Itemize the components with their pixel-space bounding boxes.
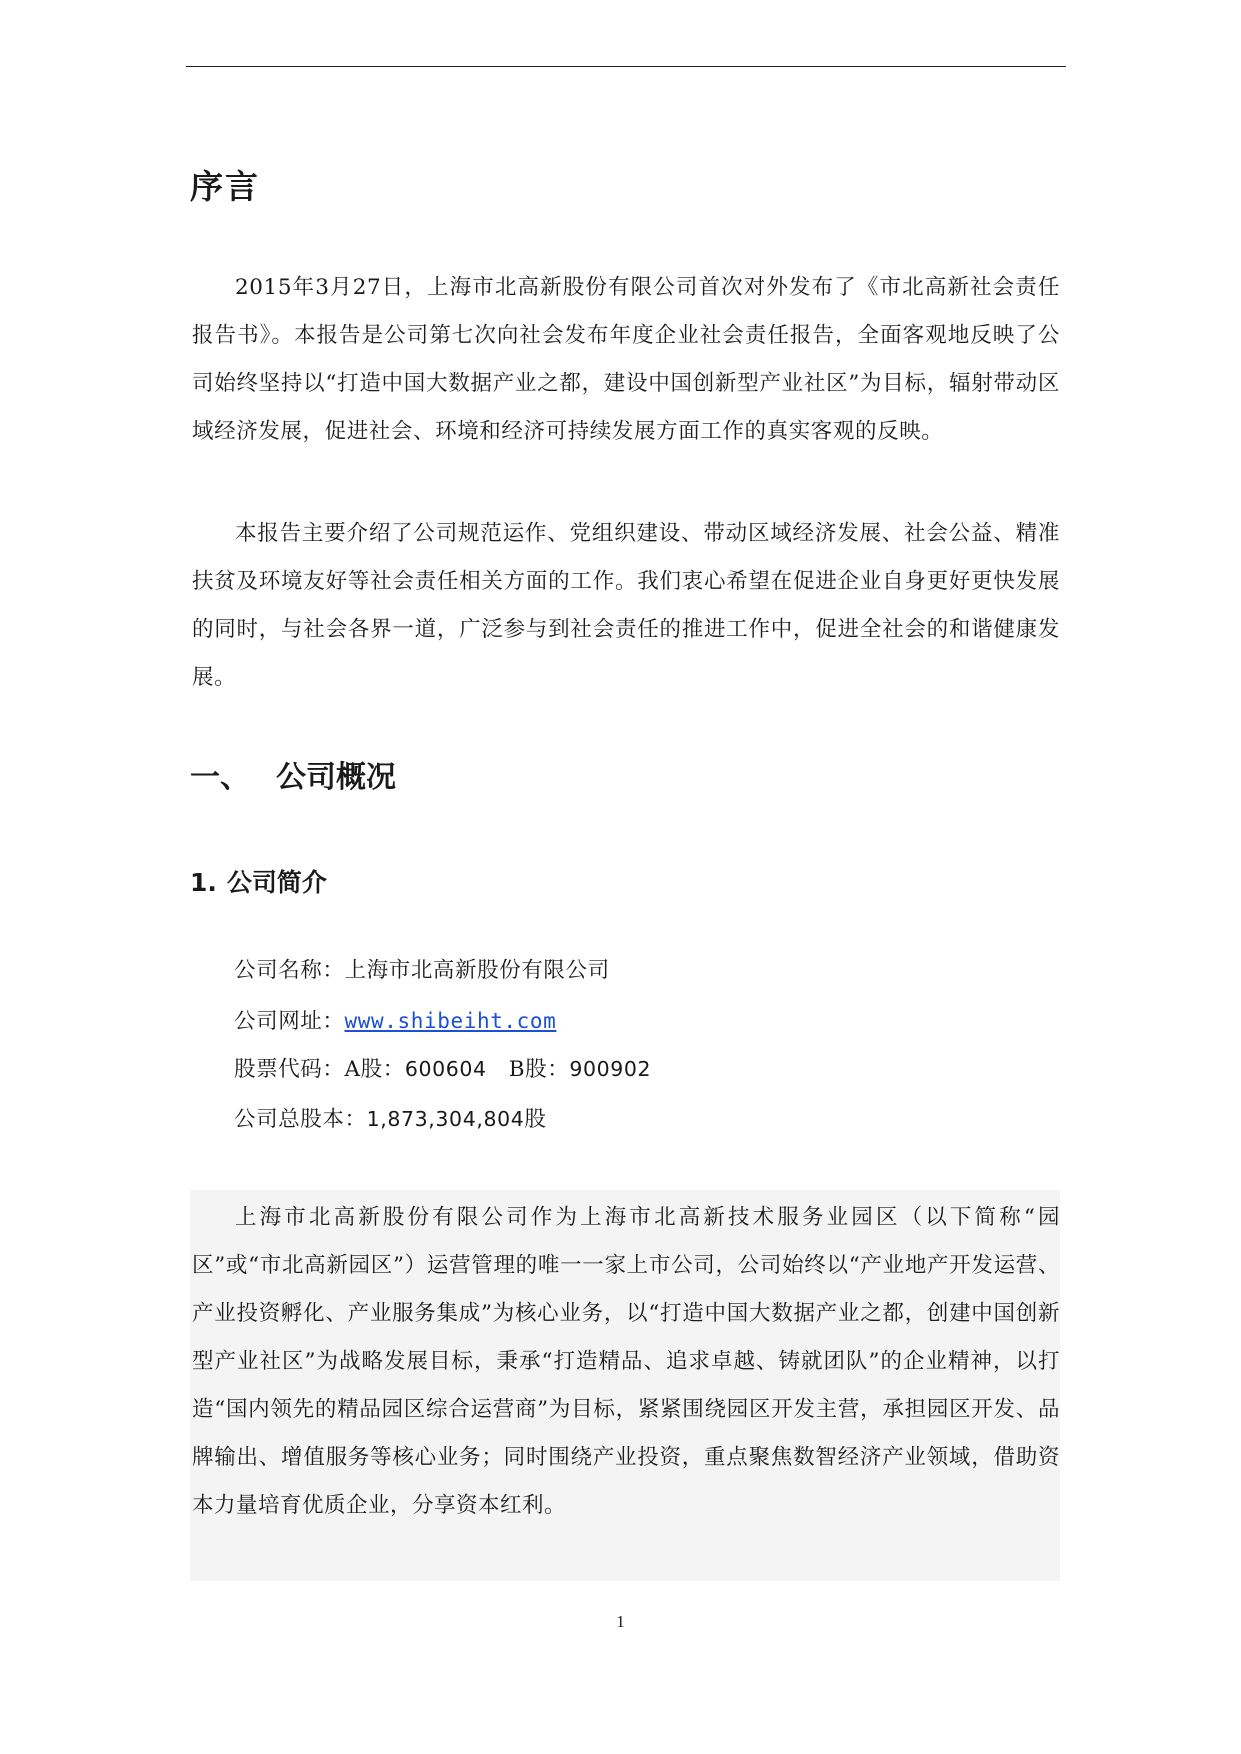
company-website-line [234, 1003, 556, 1040]
subsection-title: 公司简介 [226, 868, 327, 897]
company-intro-paragraph: 上海市北高新股份有限公司作为上海市北高新技术服务业园区（以下简称“园区”或“市北高新园区”）运营管理的唯一一家上市公司，公司始终以“产业地产开发运营、产业投资孵化、产业服务集成”为核心业务，以“打造中国大数据产业之都，创建中国创新型产业社区”为战略发展目标，秉承“打造精品、追求卓越、铸就团队”的企业精神，以打造“国内领先的精品园区综合运营商”为目标，紧紧围绕园区开发主营，承担园区开发、品牌输出、增值服务等核心业务；同时围绕产业投资，重点聚焦数智经济产业领域，借助资本力量培育优质企业，分享资本红利。 [192, 1205, 1060, 1518]
stock-a-label: A股： [344, 1057, 405, 1082]
total-shares-value: 1,873,304,804 [366, 1107, 525, 1131]
stock-a-code: 600604 [404, 1057, 487, 1081]
total-shares-line [234, 1101, 547, 1138]
company-name-line [234, 953, 610, 989]
subsection-number: 1. [190, 868, 217, 897]
preface-title: 序言 [190, 167, 260, 206]
stock-b-code: 900902 [569, 1057, 652, 1081]
stock-code-line [234, 1051, 651, 1088]
total-shares-label: 公司总股本： [234, 1107, 367, 1132]
total-shares-unit: 股 [524, 1107, 547, 1132]
header-rule [186, 66, 1066, 67]
company-website-link[interactable]: www.shibeiht.com [344, 1009, 557, 1033]
stock-code-label: 股票代码： [234, 1057, 345, 1082]
section-heading [190, 758, 396, 798]
stock-b-label: B股： [508, 1057, 570, 1082]
section-title: 公司概况 [276, 760, 396, 795]
preface-paragraph-2: 本报告主要介绍了公司规范运作、党组织建设、带动区域经济发展、社会公益、精准扶贫及环境友好等社会责任相关方面的工作。我们衷心希望在促进企业自身更好更快发展的同时，与社会各界一道，广泛参与到社会责任的推进工作中，促进全社会的和谐健康发展。 [192, 521, 1060, 690]
subsection-heading [190, 865, 327, 901]
company-name-label: 公司名称： [234, 958, 345, 983]
page-number: 1 [616, 1612, 625, 1631]
company-website-label: 公司网址： [234, 1009, 345, 1034]
company-name-value: 上海市北高新股份有限公司 [344, 958, 610, 983]
section-number: 一、 [190, 760, 250, 795]
preface-paragraph-1: 2015年3月27日，上海市北高新股份有限公司首次对外发布了《市北高新社会责任报告书》。本报告是公司第七次向社会发布年度企业社会责任报告，全面客观地反映了公司始终坚持以“打造中国大数据产业之都，建设中国创新型产业社区”为目标，辐射带动区域经济发展，促进社会、环境和经济可持续发展方面工作的真实客观的反映。 [192, 275, 1060, 444]
